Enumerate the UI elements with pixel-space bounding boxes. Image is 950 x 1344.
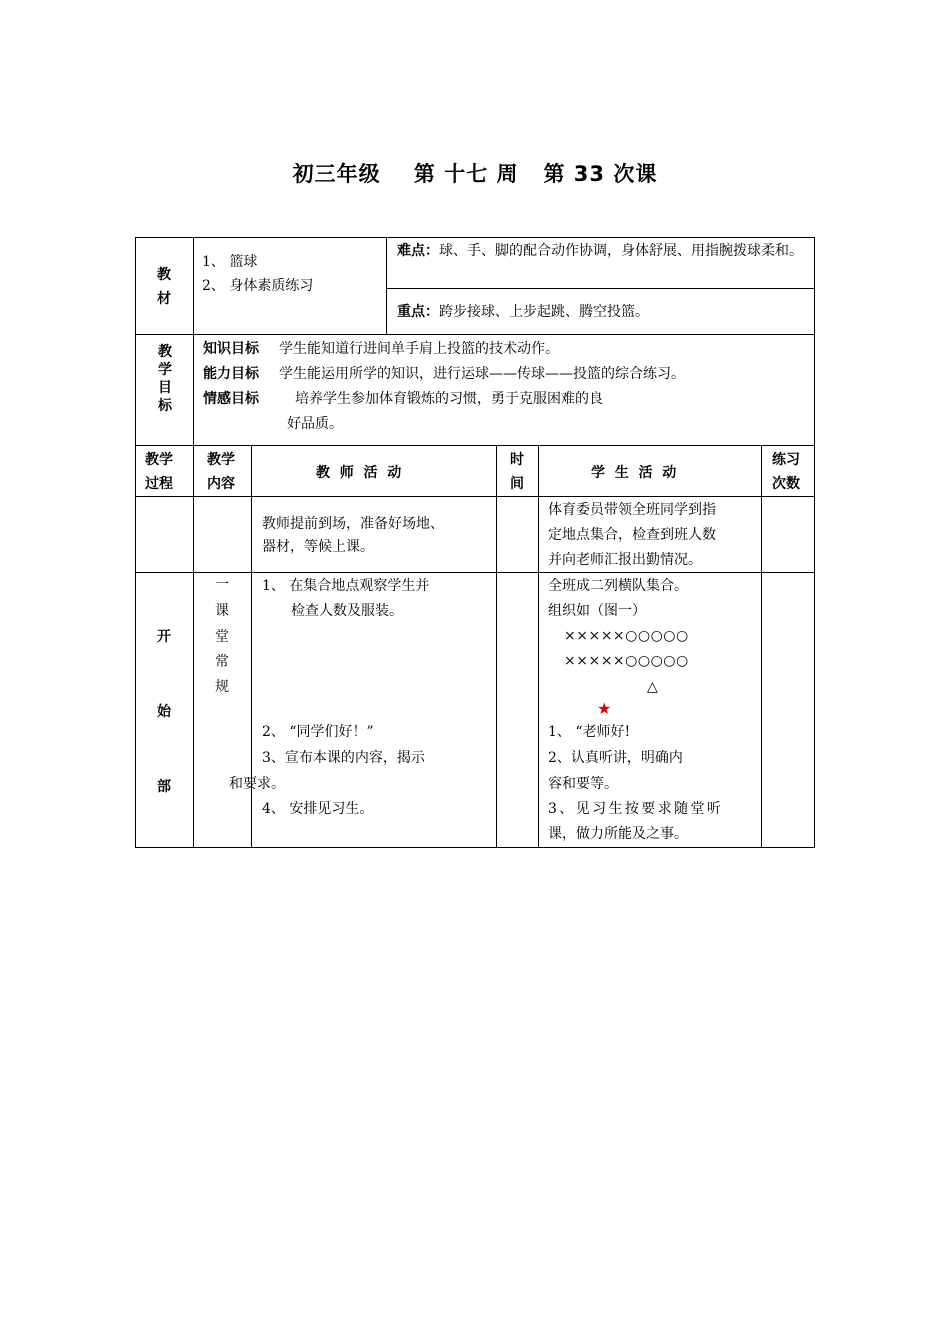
teacher-step-3b: 和要求。	[229, 776, 285, 792]
prep-teacher-1: 教师提前到场，准备好场地、	[262, 516, 444, 532]
header-content-2: 内容	[207, 476, 235, 492]
col-divider-teacher	[496, 445, 497, 848]
knowledge-objective	[203, 338, 559, 360]
formation-row-2: ×××××○○○○○	[564, 653, 689, 669]
ability-text: 学生能运用所学的知识，进行运球——传球——投篮的综合练习。	[279, 366, 685, 382]
page-title: 初三年级 第 十七 周 第 33 次课	[292, 162, 658, 186]
triangle-icon: △	[647, 679, 658, 695]
ability-label: 能力目标	[203, 366, 259, 382]
difficulty-label: 难点：	[397, 243, 439, 259]
difficulty-content: 球、手、脚的配合动作协调，身体舒展、用指腕拨球柔和。	[439, 243, 803, 259]
key-point-content: 跨步接球、上步起跳、腾空投篮。	[439, 304, 649, 320]
difficulty-text	[397, 240, 809, 263]
row-divider-material	[135, 334, 815, 335]
prep-teacher-2: 器材，等候上课。	[262, 539, 374, 555]
student-step-3a: 2、认真听讲，明确内	[548, 750, 683, 766]
student-formation-title: 组织如（图一）	[548, 603, 646, 619]
row-divider-prep	[135, 572, 815, 573]
prep-student-3: 并向老师汇报出勤情况。	[548, 552, 702, 568]
col-divider-material	[386, 237, 387, 334]
material-item-1: 1、 篮球	[202, 254, 258, 270]
content-char-1: 一	[215, 577, 229, 593]
start-process-1: 开	[157, 629, 171, 645]
teacher-step-1b: 检查人数及服装。	[291, 603, 403, 619]
emotion-text-2: 好品质。	[287, 416, 343, 432]
student-step-4a: 3、见习生按要求随堂听	[548, 801, 724, 817]
student-step-4b: 课，做力所能及之事。	[548, 826, 688, 842]
teacher-step-2: 2、 “同学们好！”	[262, 724, 374, 740]
content-char-5: 规	[215, 679, 229, 695]
header-process-2: 过程	[145, 476, 173, 492]
table-border-bottom	[135, 847, 815, 848]
header-process-1: 教学	[145, 452, 173, 468]
objectives-label: 教学目标	[158, 344, 172, 414]
ability-objective	[203, 363, 685, 385]
header-teacher-activity: 教 师 活 动	[316, 465, 402, 481]
student-step-3b: 容和要等。	[548, 776, 618, 792]
col-divider-student	[761, 445, 762, 848]
header-practice-1: 练习	[772, 452, 800, 468]
prep-student-2: 定地点集合，检查到班人数	[548, 527, 716, 543]
header-student-activity: 学 生 活 动	[591, 465, 677, 481]
start-process-3: 部	[157, 779, 171, 795]
content-char-2: 课	[215, 603, 229, 619]
row-divider-difficulty	[386, 288, 815, 289]
material-item-2: 2、 身体素质练习	[202, 278, 314, 294]
teacher-step-4: 4、 安排见习生。	[262, 801, 374, 817]
teacher-step-1a: 1、 在集合地点观察学生并	[262, 578, 430, 594]
student-step-1: 全班成二列横队集合。	[548, 578, 688, 594]
row-divider-header	[135, 496, 815, 497]
emotion-objective	[203, 388, 603, 410]
prep-student-1: 体育委员带领全班同学到指	[548, 502, 716, 518]
key-point-label: 重点：	[397, 304, 439, 320]
header-time-1: 时	[510, 452, 524, 468]
col-divider-label	[193, 237, 194, 848]
header-content-1: 教学	[207, 452, 235, 468]
star-icon: ★	[597, 699, 612, 718]
table-border-right	[814, 237, 815, 848]
knowledge-text: 学生能知道行进间单手肩上投篮的技术动作。	[279, 341, 559, 357]
table-border-left	[135, 237, 136, 848]
material-label: 教材	[157, 267, 171, 307]
col-divider-time	[538, 445, 539, 848]
lesson-plan-table	[135, 237, 815, 848]
knowledge-label: 知识目标	[203, 341, 259, 357]
header-practice-2: 次数	[772, 476, 800, 492]
emotion-text-1: 培养学生参加体育锻炼的习惯，勇于克服困难的良	[295, 391, 603, 407]
start-process-2: 始	[157, 704, 171, 720]
header-time-2: 间	[510, 476, 524, 492]
formation-row-1: ×××××○○○○○	[564, 628, 689, 644]
emotion-label: 情感目标	[203, 391, 259, 407]
teacher-step-3a: 3、宣布本课的内容，揭示	[262, 750, 425, 766]
row-divider-objectives	[135, 445, 815, 446]
content-char-4: 常	[215, 654, 229, 670]
key-point-text	[397, 301, 649, 323]
student-step-2: 1、 “老师好!	[548, 724, 631, 740]
content-char-3: 堂	[215, 629, 229, 645]
table-border-top	[135, 237, 815, 238]
